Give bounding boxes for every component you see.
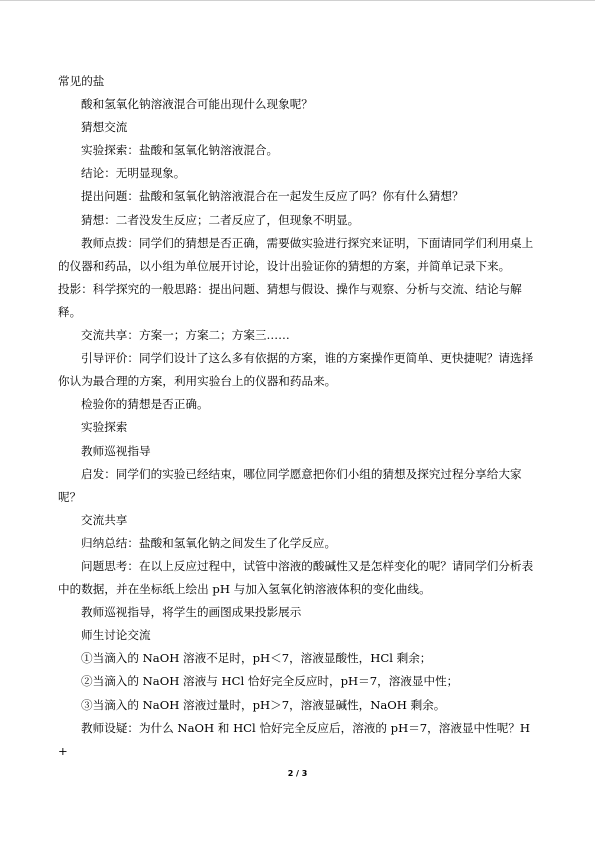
body-paragraph: 结论：无明显现象。 (81, 166, 186, 181)
body-paragraph: 猜想：二者没发生反应；二者反应了，但现象不明显。 (81, 212, 360, 227)
body-paragraph: 引导评价：同学们设计了这么多有依据的方案，谁的方案操作更简单、更快捷呢？请选择你认为最合理的方案，利用实验台上的仪器和药品来。 (58, 351, 534, 389)
body-paragraph: ②当滴入的 NaOH 溶液与 HCl 恰好完全反应时，pH＝7，溶液显中性； (81, 674, 459, 689)
body-paragraph: 投影：科学探究的一般思路：提出问题、猜想与假设、操作与观察、分析与交流、结论与解释。 (58, 281, 522, 319)
document-body (58, 70, 536, 763)
body-paragraph: 交流共享：方案一；方案二；方案三…… (81, 328, 290, 343)
body-paragraph: 教师巡视指导 (81, 443, 151, 458)
body-paragraph: 启发：同学们的实验已经结束，哪位同学愿意把你们小组的猜想及探究过程分享给大家呢？ (58, 466, 522, 504)
body-paragraph: 交流共享 (81, 512, 128, 527)
body-paragraph: 教师巡视指导，将学生的画图成果投影展示 (81, 605, 302, 620)
body-paragraph: 教师设疑：为什么 NaOH 和 HCl 恰好完全反应后，溶液的 pH＝7，溶液显中性呢？H+ (58, 720, 531, 758)
body-paragraph: 师生讨论交流 (81, 628, 151, 643)
body-paragraph: 实验探索 (81, 420, 128, 435)
body-paragraph: ③当滴入的 NaOH 溶液过量时，pH＞7，溶液显碱性，NaOH 剩余。 (81, 697, 446, 712)
body-paragraph: 检验你的猜想是否正确。 (81, 397, 209, 412)
body-paragraph: ①当滴入的 NaOH 溶液不足时，pH＜7，溶液显酸性，HCl 剩余； (81, 651, 432, 666)
body-paragraph: 猜想交流 (81, 120, 128, 135)
body-paragraph: 酸和氢氧化钠溶液混合可能出现什么现象呢？ (81, 97, 313, 112)
page-number: 2 / 3 (287, 769, 308, 778)
page-top-border (0, 0, 595, 1)
body-paragraph: 教师点拨：同学们的猜想是否正确，需要做实验进行探究来证明，下面请同学们利用桌上的仪器和药品，以小组为单位展开讨论，设计出验证你的猜想的方案，并简单记录下来。 (58, 235, 534, 273)
body-paragraph: 实验探索：盐酸和氢氧化钠溶液混合。 (81, 143, 279, 158)
document-heading: 常见的盐 (58, 74, 105, 88)
body-paragraph: 归纳总结：盐酸和氢氧化钠之间发生了化学反应。 (81, 535, 337, 550)
body-paragraph: 问题思考：在以上反应过程中，试管中溶液的酸碱性又是怎样变化的呢？请同学们分析表中的数据，并在坐标纸上绘出 pH 与加入氢氧化钠溶液体积的变化曲线。 (58, 558, 534, 597)
body-paragraph: 提出问题：盐酸和氢氧化钠溶液混合在一起发生反应了吗？你有什么猜想？ (81, 189, 464, 204)
